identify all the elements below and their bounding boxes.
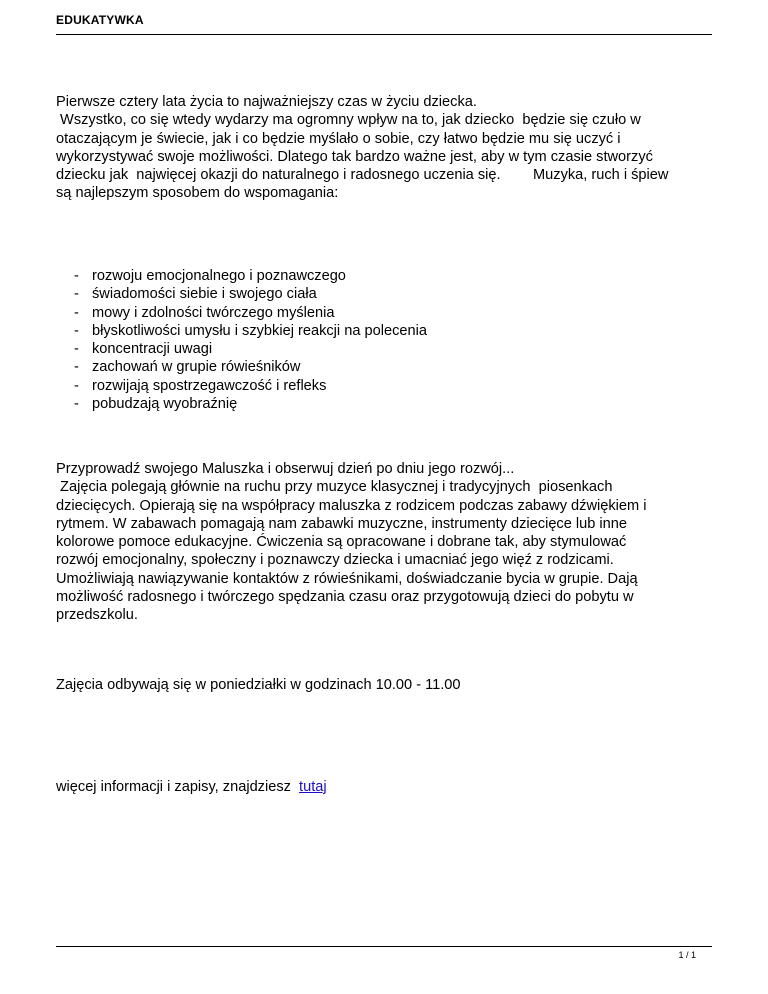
description-line: rozwój emocjonalny, społeczny i poznawczy dziecka i umacniać jego więź z rodzicami. [56,552,614,569]
description-line: dziecięcych. Opierają się na współpracy maluszka z rodzicem podczas zabawy dźwiękiem i [56,497,647,514]
list-item-text: zachowań w grupie rówieśników [92,359,301,376]
list-item-text: pobudzają wyobraźnię [92,396,238,413]
description-paragraph [56,460,716,625]
intro-line: dziecku jak najwięcej okazji do naturalnego i radosnego uczenia się. Muzyka, ruch i śpiew [56,167,669,184]
schedule-paragraph [56,676,716,694]
intro-line: otaczającym je świecie, jak i co będzie myślało o sobie, czy łatwo będzie mu się uczyć i [56,130,621,147]
dash-bullet: - [74,268,79,284]
description-line: Przyprowadź swojego Maluszka i obserwuj dzień po dniu jego rozwój... [56,461,515,477]
footer-divider [56,946,712,947]
list-item-text: rozwoju emocjonalnego i poznawczego [92,268,346,284]
intro-paragraph [56,93,716,203]
list-item [56,285,427,303]
list-item [56,267,427,285]
description-line: Zajęcia polegają głównie na ruchu przy muzyce klasycznej i tradycyjnych piosenkach [56,479,613,496]
list-item-text: mowy i zdolności twórczego myślenia [92,304,335,321]
description-line: rytmem. W zabawach pomagają nam zabawki muzyczne, instrumenty dziecięce lub inne [56,515,628,532]
list-item [56,395,427,413]
list-item [56,377,427,395]
list-item-text: rozwijają spostrzegawczość i refleks [92,377,327,394]
dash-bullet: - [74,304,79,321]
more-info-paragraph [56,778,716,796]
signup-link[interactable]: tutaj [299,779,327,795]
list-item-text: błyskotliwości umysłu i szybkiej reakcji na polecenia [92,322,427,339]
page-number: 1 / 1 [678,950,696,960]
list-item-text: koncentracji uwagi [92,341,213,358]
description-line: Umożliwiają nawiązywanie kontaktów z rówieśnikami, doświadczanie bycia w grupie. Dają [56,570,638,587]
intro-line: Pierwsze cztery lata życia to najważniejszy czas w życiu dziecka. [56,94,477,110]
description-line: przedszkolu. [56,607,138,624]
dash-bullet: - [74,286,79,303]
intro-line: wykorzystywać swoje możliwości. Dlatego tak bardzo ważne jest, aby w tym czasie stworzyć [56,148,653,165]
header-divider [56,34,712,35]
document-header-title: EDUKATYWKA [56,13,144,27]
list-item [56,340,427,358]
description-line: kolorowe pomoce edukacyjne. Ćwiczenia są opracowane i dobrane tak, aby stymulować [56,534,627,551]
description-line: możliwość radosnego i twórczego spędzania czasu oraz przygotowują dzieci do pobytu w [56,589,634,606]
dash-bullet: - [74,396,79,413]
list-item [56,304,427,322]
dash-bullet: - [74,341,79,358]
benefits-list [56,267,427,413]
more-info-text: więcej informacji i zapisy, znajdziesz [56,779,300,795]
list-item [56,322,427,340]
list-item-text: świadomości siebie i swojego ciała [92,286,317,303]
schedule-text: Zajęcia odbywają się w poniedziałki w godzinach 10.00 - 11.00 [56,677,461,693]
intro-line: Wszystko, co się wtedy wydarzy ma ogromny wpływ na to, jak dziecko będzie się czuło w [56,112,641,129]
dash-bullet: - [74,359,79,376]
more-info-line [56,778,716,796]
list-item [56,358,427,376]
dash-bullet: - [74,377,79,394]
dash-bullet: - [74,322,79,339]
intro-line: są najlepszym sposobem do wspomagania: [56,185,339,202]
